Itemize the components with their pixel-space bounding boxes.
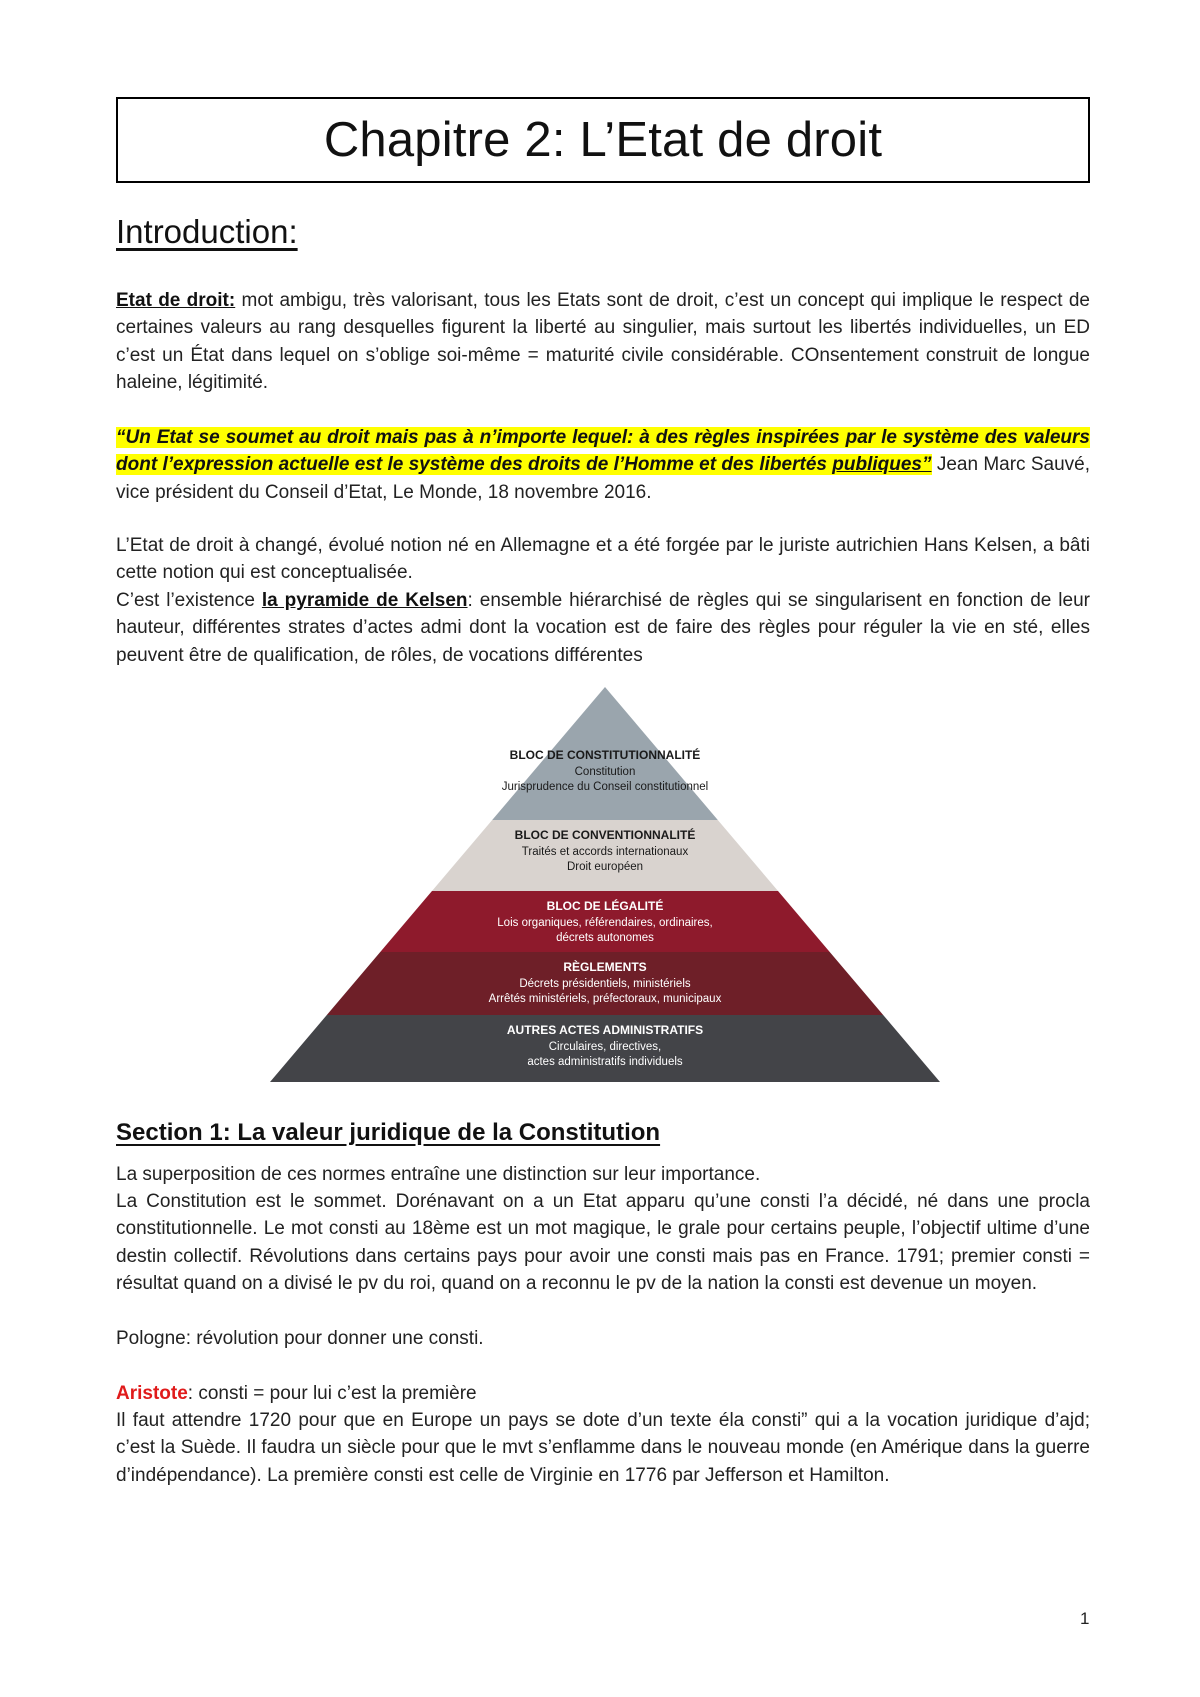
quote-paragraph <box>116 424 1090 506</box>
pyramid-tier-5-line: actes administratifs individuels <box>527 1056 683 1068</box>
section-1-paragraph-5: Il faut attendre 1720 pour que en Europe un pays se dote d’un texte éla consti” qui a la vocation juridique d’ajd; c’est la Suède. Il faudra un siècle pour que le mvt s’enflamme dans le nouveau monde (en Amérique dans la guerre d’indépendance). La première consti est celle de Virginie en 1776 par Jefferson et Hamilton. <box>116 1410 1090 1486</box>
intro-heading: Introduction: <box>116 213 298 250</box>
term-pyramide-kelsen: la pyramide de Kelsen <box>261 590 468 611</box>
intro-paragraph-1 <box>116 287 1090 397</box>
pyramid-tier-2-line: Traités et accords internationaux <box>521 846 689 858</box>
pyramid-tier-1-title: BLOC DE CONSTITUTIONNALITÉ <box>509 748 701 762</box>
quote-text: “Un Etat se soumet au droit mais pas à n’importe lequel: à des règles inspirées par le système des valeurs dont l’expression actuelle est le système des droits de l’Homme et des libertés <box>116 427 1090 476</box>
aristote-text: : consti = pour lui c’est la première <box>187 1383 477 1404</box>
aristote-name: Aristote <box>116 1383 188 1404</box>
quote-attribution: Jean Marc Sauvé, vice président du Conseil d’Etat, Le Monde, 18 novembre 2016. <box>116 454 1090 503</box>
pyramid-tier-3-title: BLOC DE LÉGALITÉ <box>546 899 664 913</box>
pyramid-tier-1-line: Constitution <box>574 766 636 778</box>
title-box <box>116 97 1090 183</box>
pyramid-tier-3-line: Lois organiques, référendaires, ordinaires, <box>497 917 713 929</box>
pyramid-tier-5-title: AUTRES ACTES ADMINISTRATIFS <box>506 1023 704 1037</box>
term-etat-de-droit: Etat de droit: <box>116 290 236 311</box>
intro-paragraph-4-before: C’est l’existence <box>116 590 262 611</box>
section-1-paragraph-3: Pologne: révolution pour donner une consti. <box>116 1328 484 1349</box>
pyramid-tier-2-line: Droit européen <box>566 861 644 873</box>
pyramid-tier-3-line: décrets autonomes <box>556 932 654 944</box>
pyramid-tier-2-title: BLOC DE CONVENTIONNALITÉ <box>514 828 696 842</box>
pyramid-tier-4-line: Décrets présidentiels, ministériels <box>519 978 691 990</box>
page-number: 1 <box>1080 1609 1090 1628</box>
section-1-heading: Section 1: La valeur juridique de la Constitution <box>116 1119 661 1146</box>
intro-paragraph-4 <box>116 587 1090 669</box>
kelsen-pyramid-figure <box>270 687 940 1082</box>
pyramid-tier-4-title: RÈGLEMENTS <box>563 960 647 974</box>
section-1-paragraph-2: La Constitution est le sommet. Dorénavant on a un Etat apparu qu’une consti l’a décidé, né dans une procla constitutionnelle. Le mot consti au 18ème est un mot magique, le grale pour certains peuple, l’objectif ultime d’une destin collectif. Révolutions dans certains pays pour avoir une consti mais pas en France. 1791; premier consti = résultat quand on a divisé le pv du roi, quand on a reconnu le pv de la nation la consti est devenue un moyen. <box>116 1191 1090 1295</box>
pyramid-tier-1-line: Jurisprudence du Conseil constitutionnel <box>501 781 709 793</box>
intro-paragraph-1-text: mot ambigu, très valorisant, tous les Etats sont de droit, c’est un concept qui implique le respect de certaines valeurs au rang desquelles figurent la liberté au singulier, mais surtout les libertés individuelles, un ED c’est un État dans lequel on s’oblige soi-même = maturité civile considérable. COnsentement construit de longue haleine, légitimité. <box>116 290 1090 394</box>
section-1-paragraph-4 <box>116 1380 1090 1407</box>
section-1-paragraph-1: La superposition de ces normes entraîne une distinction sur leur importance. <box>116 1164 761 1185</box>
pyramid-tier-5-line: Circulaires, directives, <box>548 1041 662 1053</box>
quote-text-end: publiques” <box>832 454 932 476</box>
intro-paragraph-3: L’Etat de droit à changé, évolué notion né en Allemagne et a été forgée par le juriste autrichien Hans Kelsen, a bâti cette notion qui est conceptualisée. <box>116 535 1090 584</box>
page-title: Chapitre 2: L’Etat de droit <box>323 113 883 167</box>
intro-paragraph-4-after: : ensemble hiérarchisé de règles qui se singularisent en fonction de leur hauteur, différentes strates d’actes admi dont la vocation est de faire des règles pour réguler la vie en sté, elles peuvent être de qualification, de rôles, de vocations différentes <box>116 590 1090 666</box>
pyramid-tier-4-line: Arrêtés ministériels, préfectoraux, municipaux <box>488 993 722 1005</box>
